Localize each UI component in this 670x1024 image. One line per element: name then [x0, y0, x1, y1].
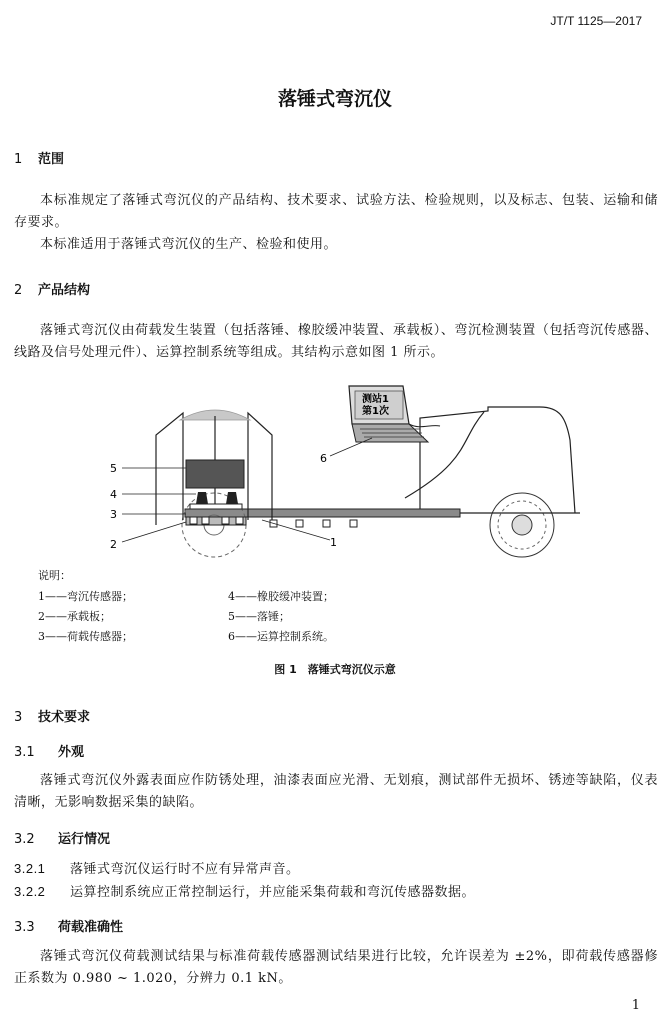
item-number: 3.2.2: [14, 884, 46, 899]
screen-station-text: 测站1: [362, 394, 389, 405]
figure-label-4: 4: [110, 488, 117, 501]
section-title: 外观: [58, 745, 85, 760]
section-3-heading: [14, 706, 90, 725]
section-3-1-paragraph: 落锤式弯沉仪外露表面应作防锈处理，油漆表面应光滑、无划痕，测试部件无损坏、锈迹等缺陷，仪表清晰，无影响数据采集的缺陷。: [14, 773, 658, 810]
section-title: 产品结构: [38, 283, 91, 298]
section-number: 3.3: [14, 920, 35, 935]
section-3-1-heading: [14, 741, 84, 760]
item-number: 3.2.1: [14, 861, 46, 876]
section-title: 运行情况: [58, 832, 111, 847]
legend-item-3: 3——荷载传感器；: [38, 630, 133, 643]
section-1-paragraph-2: 本标准适用于落锤式弯沉仪的生产、检验和使用。: [40, 237, 338, 252]
section-number: 3.2: [14, 832, 35, 847]
section-1-heading: [14, 148, 64, 167]
section-3-3-paragraph: 落锤式弯沉仪荷载测试结果与标准荷载传感器测试结果进行比较，允许误差为 ±2%，即荷载传感器修正系数为 0.980 ~ 1.020，分辨力 0.1 kN。: [14, 949, 658, 986]
section-3-3-heading: [14, 916, 123, 935]
section-title: 范围: [38, 152, 65, 167]
section-1-paragraph-1: 本标准规定了落锤式弯沉仪的产品结构、技术要求、试验方法、检验规则，以及标志、包装、运输和储存要求。: [14, 193, 658, 230]
section-2-heading: [14, 279, 90, 298]
legend-item-5: 5——落锤；: [228, 610, 290, 623]
leader-lines: [122, 438, 372, 542]
section-3-2-heading: [14, 828, 110, 847]
rubber-buffer-right: [226, 492, 238, 504]
legend-item-4: 4——橡胶缓冲装置；: [228, 590, 334, 603]
load-cell: [190, 504, 242, 509]
rubber-buffer-left: [196, 492, 208, 504]
figure-label-1: 1: [330, 536, 337, 549]
figure-label-6: 6: [320, 452, 327, 465]
item-text: 运算控制系统应正常控制运行，并应能采集荷载和弯沉传感器数据。: [70, 885, 476, 900]
figure-label-2: 2: [110, 538, 117, 551]
laptop-cable: [409, 424, 440, 427]
laptop-control-system: [349, 386, 428, 442]
item-3-2-1: [14, 858, 658, 881]
truck-cab-outline: [405, 407, 575, 513]
standard-code: JT/T 1125—2017: [550, 14, 642, 28]
rear-wheel: [490, 493, 554, 557]
legend-item-2: 2——承载板；: [38, 610, 111, 623]
legend-title: 说明：: [38, 569, 71, 582]
section-title: 技术要求: [38, 710, 91, 725]
page-title: 落锤式弯沉仪: [277, 88, 392, 110]
trailer-beam: [185, 509, 460, 517]
legend-item-6: 6——运算控制系统。: [228, 630, 334, 643]
item-text: 落锤式弯沉仪运行时不应有异常声音。: [70, 862, 300, 877]
figure-label-3: 3: [110, 508, 117, 521]
legend-item-1: 1——弯沉传感器；: [38, 590, 133, 603]
section-number: 3.1: [14, 745, 35, 760]
figure-label-5: 5: [110, 462, 117, 475]
page-number: 1: [631, 998, 640, 1013]
section-title: 荷载准确性: [58, 920, 124, 935]
figure-caption: 图 1 落锤式弯沉仪示意: [274, 663, 396, 676]
item-3-2-2: [14, 881, 658, 904]
section-number: 1: [14, 152, 23, 167]
screen-count-text: 第1次: [362, 406, 389, 417]
fwd-structure-diagram: [0, 380, 670, 560]
section-2-paragraph-1: 落锤式弯沉仪由荷载发生装置（包括落锤、橡胶缓冲装置、承载板）、弯沉检测装置（包括弯沉传感器、线路及信号处理元件）、运算控制系统等组成。其结构示意如图 1 所示。: [14, 323, 658, 360]
falling-weight: [186, 460, 244, 488]
section-number: 3: [14, 710, 23, 725]
section-number: 2: [14, 283, 23, 298]
